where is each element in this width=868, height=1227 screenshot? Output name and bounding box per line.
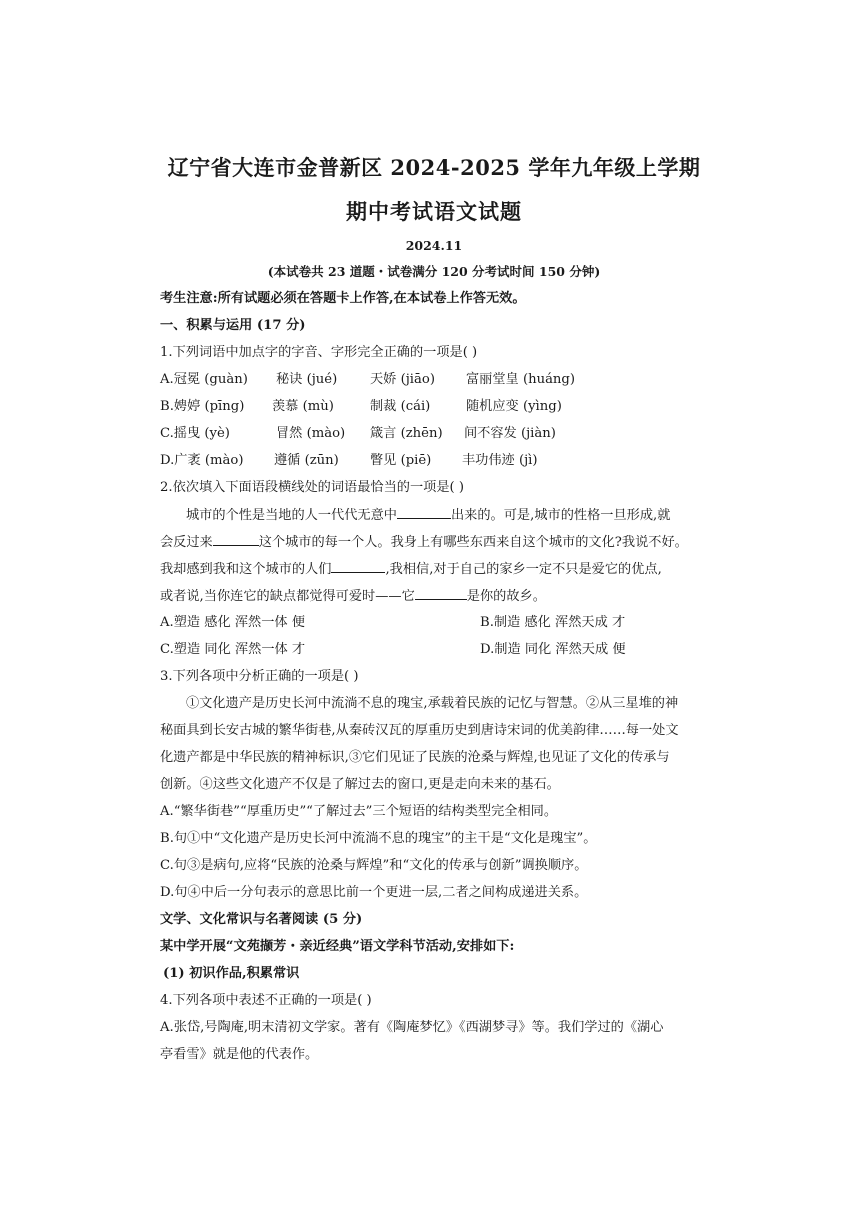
q2-text: 我却感到我和这个城市的人们	[160, 562, 332, 577]
q1-c-2: 冒然 (mào)	[276, 426, 346, 441]
exam-title-line1: 辽宁省大连市金普新区 2024-2025 学年九年级上学期	[167, 155, 701, 180]
q2-option-d: D.制造 同化 浑然天成 便	[480, 642, 626, 657]
q3-passage-line: ①文化遗产是历史长河中流淌不息的瑰宝,承载着民族的记忆与智慧。②从三星堆的神	[186, 696, 679, 711]
q2-passage-line3	[160, 559, 720, 580]
section-2-intro: 某中学开展“文苑撷芳・亲近经典”语文学科节活动,安排如下:	[160, 939, 515, 954]
q1-b-2: 羡慕 (mù)	[272, 399, 334, 414]
q3-passage-line: 创新。④这些文化遗产不仅是了解过去的窗口,更是走向未来的基石。	[160, 777, 560, 792]
q1-d-2: 遵循 (zūn)	[274, 453, 339, 468]
q1-a-1: A.冠冕 (guàn)	[160, 372, 248, 387]
q1-d-1: D.广袤 (mào)	[160, 453, 244, 468]
q2-passage-line4	[160, 586, 720, 607]
q4-option-a-line2: 亭看雪》就是他的代表作。	[160, 1047, 319, 1062]
fill-blank	[415, 586, 467, 600]
q4-stem: 4.下列各项中表述不正确的一项是( )	[160, 993, 372, 1008]
q2-text: 是你的故乡。	[466, 589, 546, 604]
q2-text: 这个城市的每一个人。我身上有哪些东西来自这个城市的文化?我说不好。	[258, 535, 688, 550]
q1-d-3: 瞥见 (piē)	[370, 453, 432, 468]
q3-passage-line: 化遗产都是中华民族的精神标识,③它们见证了民族的沧桑与辉煌,也见证了文化的传承与	[160, 750, 670, 765]
q2-text: 城市的个性是当地的人一代代无意中	[186, 508, 397, 523]
fill-blank	[331, 559, 385, 573]
exam-title-line2: 期中考试语文试题	[346, 199, 522, 224]
q3-option-a: A.“繁华街巷”“厚重历史”“了解过去”三个短语的结构类型完全相同。	[160, 804, 558, 819]
section-1-heading: 一、积累与运用 (17 分)	[160, 318, 306, 333]
q3-option-d: D.句④中后一分句表示的意思比前一个更进一层,二者之间构成递进关系。	[160, 885, 588, 900]
q1-a-4: 富丽堂皇 (huáng)	[466, 372, 576, 387]
q2-text: ,我相信,对于自己的家乡一定不只是爱它的优点,	[385, 562, 662, 577]
q1-b-4: 随机应变 (yìng)	[466, 399, 562, 414]
section-2-sub1: (1) 初识作品,积累常识	[163, 966, 300, 981]
q2-passage-line1	[186, 505, 746, 526]
q2-text: 出来的。可是,城市的性格一旦形成,就	[451, 508, 671, 523]
q1-c-1: C.摇曳 (yè)	[160, 426, 230, 441]
q4-option-a-line1: A.张岱,号陶庵,明末清初文学家。著有《陶庵梦忆》《西湖梦寻》等。我们学过的《湖心	[160, 1020, 664, 1035]
q1-c-4: 间不容发 (jiàn)	[464, 426, 556, 441]
q3-passage-line: 秘面具到长安古城的繁华街巷,从秦砖汉瓦的厚重历史到唐诗宋词的优美韵律……每一处文	[160, 723, 679, 738]
q1-d-4: 丰功伟迹 (jì)	[462, 453, 538, 468]
q1-a-3: 天娇 (jiāo)	[370, 372, 435, 387]
q2-text: 会反过来	[160, 535, 213, 550]
q2-option-a: A.塑造 感化 浑然一体 便	[160, 615, 305, 630]
q1-stem: 1.下列词语中加点字的字音、字形完全正确的一项是( )	[160, 345, 478, 360]
fill-blank	[213, 532, 259, 546]
q2-option-c: C.塑造 同化 浑然一体 才	[160, 642, 306, 657]
fill-blank	[397, 505, 451, 519]
q1-b-3: 制裁 (cái)	[370, 399, 431, 414]
exam-date: 2024.11	[405, 238, 463, 253]
q3-option-c: C.句③是病句,应将“民族的沧桑与辉煌”和“文化的传承与创新”调换顺序。	[160, 858, 588, 873]
q2-passage-line2	[160, 532, 720, 553]
exam-info: (本试卷共 23 道题・试卷满分 120 分考试时间 150 分钟)	[267, 264, 601, 279]
q1-b-1: B.娉婷 (pīng)	[160, 399, 245, 414]
q3-option-b: B.句①中“文化遗产是历史长河中流淌不息的瑰宝”的主干是“文化是瑰宝”。	[160, 831, 597, 846]
section-2-heading: 文学、文化常识与名著阅读 (5 分)	[160, 912, 363, 927]
q1-a-2: 秘诀 (jué)	[276, 372, 338, 387]
exam-notice: 考生注意:所有试题必须在答题卡上作答,在本试卷上作答无效。	[160, 291, 526, 306]
q2-option-b: B.制造 感化 浑然天成 才	[480, 615, 626, 630]
q3-stem: 3.下列各项中分析正确的一项是( )	[160, 669, 359, 684]
q2-text: 或者说,当你连它的缺点都觉得可爱时——它	[160, 589, 415, 604]
q2-stem: 2.依次填入下面语段横线处的词语最恰当的一项是( )	[160, 480, 464, 495]
q1-c-3: 箴言 (zhēn)	[370, 426, 443, 441]
